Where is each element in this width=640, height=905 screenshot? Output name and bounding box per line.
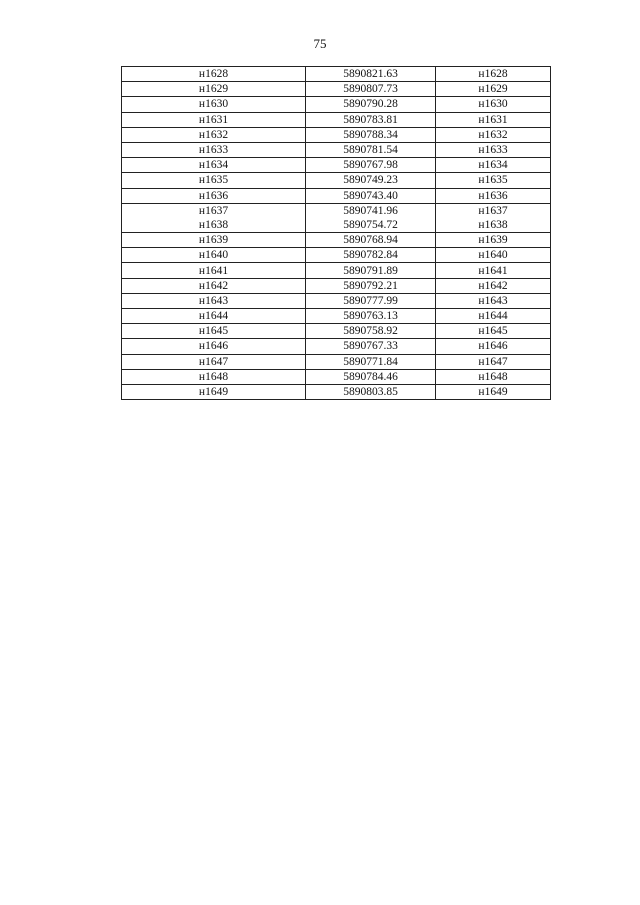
point-id-cell: н1647 xyxy=(122,354,306,369)
point-id-cell: н1642 xyxy=(122,278,306,293)
point-id-cell: н1629 xyxy=(122,82,306,97)
point-id-cell: н1639 xyxy=(122,233,306,248)
coordinate-cell: 5890803.85 xyxy=(306,384,436,399)
point-id-cell: н1632 xyxy=(122,127,306,142)
points-table-body xyxy=(122,67,551,400)
point-ref-cell: н1645 xyxy=(436,324,551,339)
point-ref-cell: н1647 xyxy=(436,354,551,369)
point-ref-cell: н1648 xyxy=(436,369,551,384)
coordinate-cell: 5890792.21 xyxy=(306,278,436,293)
point-ref-cell: н1641 xyxy=(436,263,551,278)
coordinate-cell: 5890790.28 xyxy=(306,97,436,112)
point-id-cell: н1644 xyxy=(122,309,306,324)
table-row xyxy=(122,354,551,369)
point-ref-cell: н1636 xyxy=(436,188,551,203)
table-row xyxy=(122,339,551,354)
table-row xyxy=(122,309,551,324)
coordinate-cell: 5890767.33 xyxy=(306,339,436,354)
coordinate-cell: 5890741.96 xyxy=(306,203,436,218)
table-row xyxy=(122,248,551,263)
point-ref-cell: н1635 xyxy=(436,173,551,188)
point-ref-cell: н1644 xyxy=(436,309,551,324)
point-ref-cell: н1649 xyxy=(436,384,551,399)
point-id-cell: н1630 xyxy=(122,97,306,112)
table-row xyxy=(122,218,551,233)
coordinate-cell: 5890782.84 xyxy=(306,248,436,263)
table-row xyxy=(122,278,551,293)
point-id-cell: н1640 xyxy=(122,248,306,263)
coordinate-cell: 5890791.89 xyxy=(306,263,436,278)
point-id-cell: н1631 xyxy=(122,112,306,127)
coordinate-cell: 5890784.46 xyxy=(306,369,436,384)
coordinate-cell: 5890763.13 xyxy=(306,309,436,324)
point-id-cell: н1646 xyxy=(122,339,306,354)
point-id-cell: н1641 xyxy=(122,263,306,278)
table-row xyxy=(122,67,551,82)
point-ref-cell: н1628 xyxy=(436,67,551,82)
coordinate-cell: 5890821.63 xyxy=(306,67,436,82)
point-ref-cell: н1629 xyxy=(436,82,551,97)
coordinate-cell: 5890768.94 xyxy=(306,233,436,248)
table-row xyxy=(122,97,551,112)
coordinate-cell: 5890749.23 xyxy=(306,173,436,188)
table-row xyxy=(122,112,551,127)
table-row xyxy=(122,203,551,218)
point-id-cell: н1628 xyxy=(122,67,306,82)
points-table xyxy=(121,66,551,400)
coordinate-cell: 5890807.73 xyxy=(306,82,436,97)
point-id-cell: н1645 xyxy=(122,324,306,339)
point-id-cell: н1648 xyxy=(122,369,306,384)
point-ref-cell: н1637 xyxy=(436,203,551,218)
page-number: 75 xyxy=(313,36,327,51)
point-ref-cell: н1631 xyxy=(436,112,551,127)
point-id-cell: н1635 xyxy=(122,173,306,188)
coordinate-cell: 5890771.84 xyxy=(306,354,436,369)
point-ref-cell: н1638 xyxy=(436,218,551,233)
coordinate-cell: 5890743.40 xyxy=(306,188,436,203)
table-row xyxy=(122,369,551,384)
point-ref-cell: н1643 xyxy=(436,293,551,308)
coordinate-cell: 5890777.99 xyxy=(306,293,436,308)
coordinate-cell: 5890754.72 xyxy=(306,218,436,233)
coordinate-cell: 5890788.34 xyxy=(306,127,436,142)
point-ref-cell: н1640 xyxy=(436,248,551,263)
table-row xyxy=(122,82,551,97)
table-row xyxy=(122,293,551,308)
point-ref-cell: н1642 xyxy=(436,278,551,293)
coordinate-cell: 5890783.81 xyxy=(306,112,436,127)
table-row xyxy=(122,158,551,173)
table-row xyxy=(122,324,551,339)
point-id-cell: н1649 xyxy=(122,384,306,399)
table-row xyxy=(122,188,551,203)
point-id-cell: н1643 xyxy=(122,293,306,308)
point-id-cell: н1634 xyxy=(122,158,306,173)
table-row xyxy=(122,142,551,157)
coordinate-cell: 5890781.54 xyxy=(306,142,436,157)
point-ref-cell: н1646 xyxy=(436,339,551,354)
table-row xyxy=(122,127,551,142)
table-row xyxy=(122,384,551,399)
coordinate-cell: 5890767.98 xyxy=(306,158,436,173)
coordinate-cell: 5890758.92 xyxy=(306,324,436,339)
table-row xyxy=(122,173,551,188)
table-row xyxy=(122,263,551,278)
point-id-cell: н1636 xyxy=(122,188,306,203)
point-id-cell: н1638 xyxy=(122,218,306,233)
point-ref-cell: н1630 xyxy=(436,97,551,112)
point-id-cell: н1637 xyxy=(122,203,306,218)
point-ref-cell: н1632 xyxy=(436,127,551,142)
point-ref-cell: н1634 xyxy=(436,158,551,173)
point-id-cell: н1633 xyxy=(122,142,306,157)
table-row xyxy=(122,233,551,248)
point-ref-cell: н1639 xyxy=(436,233,551,248)
point-ref-cell: н1633 xyxy=(436,142,551,157)
